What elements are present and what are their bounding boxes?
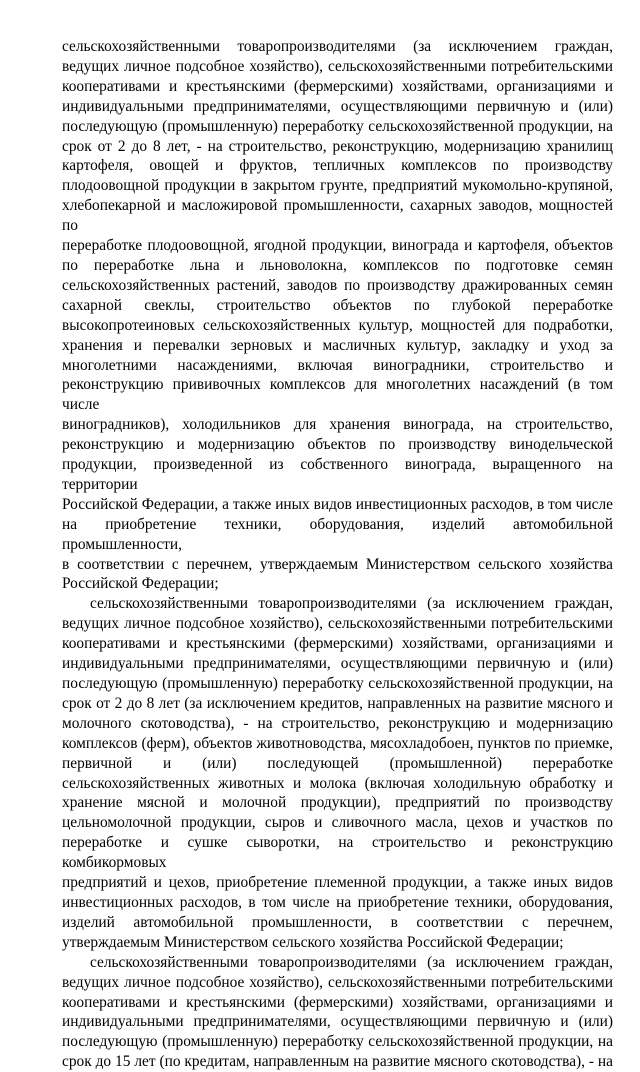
text-line: сельскохозяйственными товаропроизводителями (за исключением граждан, <box>62 38 613 55</box>
text-line: последующую (промышленную) переработку сельскохозяйственной продукции, на <box>62 117 613 135</box>
text-line: молочного скотоводства), - на строительство, реконструкцию и модернизацию <box>62 714 613 732</box>
text-line: на приобретение техники, оборудования, изделий автомобильной промышленности, <box>62 515 613 553</box>
text-line: индивидуальными предпринимателями, осуществляющими первичную и (или) <box>62 1013 613 1031</box>
paragraph-2 <box>62 594 613 952</box>
text-line: последующую (промышленную) переработку сельскохозяйственной продукции, на <box>62 675 613 692</box>
text-line: предприятий и цехов, приобретение племенной продукции, а также иных видов <box>62 874 613 892</box>
text-line: картофеля, овощей и фруктов, тепличных комплексов по производству <box>62 157 613 175</box>
text-line: Российской Федерации; <box>62 575 219 593</box>
text-line: переработке плодоовощной, ягодной продукции, винограда и картофеля, объектов <box>62 237 613 255</box>
text-line: последующую (промышленную) переработку сельскохозяйственной продукции, на <box>62 1033 613 1051</box>
text-line: индивидуальными предпринимателями, осуществляющими первичную и (или) <box>62 97 613 115</box>
text-line: по переработке льна и льноволокна, комплексов по подготовке семян <box>62 256 613 274</box>
text-line: высокопротеиновых сельскохозяйственных культур, мощностей для подработки, <box>62 316 613 334</box>
text-line: сельскохозяйственных растений, заводов по производству дражированных семян <box>62 276 613 294</box>
paragraph-3 <box>62 953 613 1072</box>
text-line: хлебопекарной и масложировой промышленности, сахарных заводов, мощностей по <box>62 197 613 235</box>
text-line: комплексов (ферм), объектов животноводства, мясохладобоен, пунктов по приемке, <box>62 734 613 752</box>
text-line: реконструкцию прививочных комплексов для многолетних насаждений (в том числе <box>62 376 613 414</box>
text-line: сельскохозяйственных животных и молока (включая холодильную обработку и <box>62 774 613 792</box>
text-line: переработке и сушке сыворотки, на строительство и реконструкцию комбикормовых <box>62 834 613 872</box>
text-line: ведущих личное подсобное хозяйство), сельскохозяйственными потребительскими <box>62 973 613 991</box>
text-line: виноградников), холодильников для хранения винограда, на строительство, <box>62 416 613 434</box>
text-line: многолетними насаждениями, включая виноградники, строительство и <box>62 356 613 374</box>
text-line: реконструкцию и модернизацию объектов по производству винодельческой <box>62 436 613 454</box>
text-line: срок от 2 до 8 лет (за исключением кредитов, направленных на развитие мясного и <box>62 694 613 712</box>
document-page <box>62 37 613 1072</box>
text-line: ведущих личное подсобное хозяйство), сельскохозяйственными потребительскими <box>62 57 613 75</box>
text-line: хранения и перевалки зерновых и масличных культур, закладку и уход за <box>62 336 613 354</box>
text-line: плодоовощной продукции в закрытом грунте, предприятий мукомольно-крупяной, <box>62 177 613 195</box>
text-line: индивидуальными предпринимателями, осуществляющими первичную и (или) <box>62 655 613 673</box>
paragraph-1 <box>62 37 613 594</box>
text-line: цельномолочной продукции, сыров и сливочного масла, цехов и участков по <box>62 814 613 832</box>
text-line: утверждаемым Министерством сельского хозяйства Российской Федерации; <box>62 933 564 951</box>
text-line: первичной и (или) последующей (промышленной) переработке <box>62 754 613 772</box>
text-line: в соответствии с перечнем, утверждаемым Министерством сельского хозяйства <box>62 555 613 573</box>
text-line: инвестиционных расходов, в том числе на приобретение техники, оборудования, <box>62 893 613 911</box>
text-line: кооперативами и крестьянскими (фермерскими) хозяйствами, организациями и <box>62 77 613 95</box>
text-line: сельскохозяйственными товаропроизводителями (за исключением граждан, <box>90 595 613 613</box>
text-line: кооперативами и крестьянскими (фермерскими) хозяйствами, организациями и <box>62 993 613 1011</box>
text-line: изделий автомобильной промышленности, в соответствии с перечнем, <box>62 913 613 931</box>
text-line: продукции, произведенной из собственного винограда, выращенного на территории <box>62 456 613 493</box>
text-line: ведущих личное подсобное хозяйство), сельскохозяйственными потребительскими <box>62 615 613 633</box>
text-line: кооперативами и крестьянскими (фермерскими) хозяйствами, организациями и <box>62 635 613 653</box>
text-line: срок от 2 до 8 лет, - на строительство, реконструкцию, модернизацию хранилищ <box>62 137 613 155</box>
text-line: сельскохозяйственными товаропроизводителями (за исключением граждан, <box>90 953 613 971</box>
text-line: хранение мясной и молочной продукции), предприятий по производству <box>62 794 613 812</box>
text-line: Российской Федерации, а также иных видов инвестиционных расходов, в том числе <box>62 495 613 513</box>
text-line: сахарной свеклы, строительство объектов по глубокой переработке <box>62 296 613 314</box>
text-line: срок до 15 лет (по кредитам, направленным на развитие мясного скотоводства), - на <box>62 1053 613 1071</box>
